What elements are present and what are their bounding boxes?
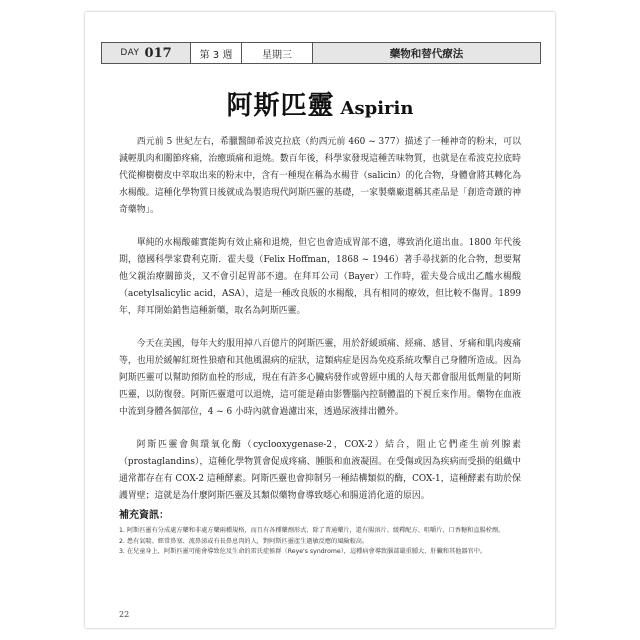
paragraph-4: 阿斯匹靈會與環氧化酶（cyclooxygenase-2，COX-2）結合，阻止它們產生前列腺素（prostaglandins），這種化學物質會促成疼痛、腫脹和血液凝固。在受傷或因為疾病而受損的組織中通常都存在有 COX-2 這種酵素。阿斯匹靈也會抑制另一種結構類似的酶，COX-1，這種酵素有助於保護胃壁；這就是為什麼阿斯匹靈及其類似藥物會導致噁心和腸道消化道的原因。: [119, 440, 521, 501]
page: [85, 12, 555, 628]
paragraph-1: 西元前 5 世紀左右，希臘醫師希波克拉底（約西元前 460 ~ 377）描述了一種神奇的粉末，可以減輕肌肉和關節疼痛，治癒頭痛和退燒。數百年後，科學家發現這種苦味物質，也就是在希波克拉底時代從柳樹樹皮中萃取出來的粉末中，含有一種現在稱為水楊苷（salicin）的化合物，身體會將其轉化為水楊酸。這種化學物質日後就成為製造現代阿斯匹靈的基礎，一家製藥廠還稱其產品是「創造奇蹟的神奇藥物」。: [119, 137, 521, 215]
supplement-title: 補充資訊：: [119, 510, 169, 521]
paragraph-3: 今天在美國，每年大約服用掉八百億片的阿斯匹靈，用於舒緩頭痛、經痛、感冒、牙痛和肌肉痠痛等，也用於緩解紅斑性狼瘡和其他風濕病的症狀，這類病症是因為免疫系統攻擊自己身體所造成。因為阿斯匹靈可以幫助預防血栓的形成，現在有許多心臟病發作或曾經中風的人每天都會服用低劑量的阿斯匹靈，以防復發。阿斯匹靈還可以退燒，這可能是藉由影響腦內控制體溫的下視丘來作用。藥物在血液中流到身體各個部位，4 ~ 6 小時內就會過濾出來，透過尿液排出體外。: [119, 339, 521, 417]
supplement-notes: [119, 526, 521, 558]
article-body: [119, 134, 521, 558]
week-label: 第 3 週: [191, 43, 242, 63]
weekday-label: 星期三: [242, 43, 313, 63]
paragraph-2: 單純的水楊酸確實能夠有效止痛和退燒，但它也會造成胃部不適，導致消化道出血。1800 年代後期，德國科學家費利克斯．霍夫曼（Felix Hoffman，1868 ~ 1946）著手尋找新的化合物，想要幫他父親治療關節炎，又不會引起胃部不適。在拜耳公司（Bayer）工作時，霍夫曼合成出乙醯水楊酸（acetylsalicylic acid，ASA），這是一種改良版的水楊酸，具有相同的療效，但比較不傷胃。1899 年，拜耳開始銷售這種新藥，取名為阿斯匹靈。: [119, 238, 521, 316]
page-title: [85, 85, 555, 122]
day-cell: [102, 43, 191, 63]
supplement-note-1: 1. 阿斯匹靈有分成處方藥和非處方藥兩種規格，而且有各種藥劑形式，除了普通藥片，還有腸溶片、緩釋配方、咀嚼片、口香糖和直腸栓劑。: [119, 527, 505, 534]
day-number: 017: [144, 45, 172, 61]
title-chinese: 阿斯匹靈: [226, 91, 335, 121]
page-number: 22: [119, 610, 130, 619]
day-header-bar: [101, 42, 541, 64]
supplement-note-3: 3. 在兒童身上，阿斯匹靈可能會導致危及生命的雷氏症候群（Reye's syndrome），這種病會導致腦部嚴重腫大、肝臟和其他器官中。: [119, 548, 487, 555]
topic-label: 藥物和替代療法: [313, 43, 540, 63]
supplement-note-2: 2. 患有氣喘、經常鼻塞、流鼻涕或有長鼻息肉的人，對阿斯匹靈產生過敏反應的風險較高。: [119, 537, 369, 545]
title-english: Aspirin: [340, 98, 414, 119]
day-label: DAY: [120, 48, 140, 58]
